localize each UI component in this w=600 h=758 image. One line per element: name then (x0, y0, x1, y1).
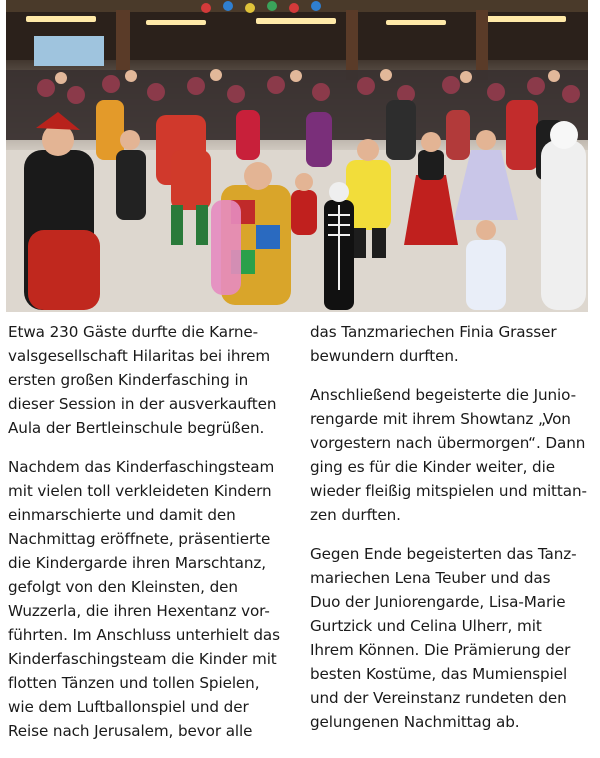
text-line: Etwa 230 Gäste durfte die Karne- (8, 323, 259, 341)
text-line: Reise nach Jerusalem, bevor alle (8, 722, 253, 740)
text-line: Anschließend begeisterte die Junio- (310, 386, 576, 404)
text-line: und der Vereinstanz rundeten den (310, 689, 567, 707)
text-line: Gegen Ende begeisterten das Tanz- (310, 545, 577, 563)
text-line: das Tanzmariechen Finia Grasser (310, 323, 557, 341)
text-line: die Kindergarde ihren Marschtanz, (8, 554, 267, 572)
text-line: valsgesellschaft Hilaritas bei ihrem (8, 347, 271, 365)
paragraph-continuation (310, 320, 594, 368)
article-column-right (310, 320, 594, 749)
text-line: Wuzzerla, die ihren Hexentanz vor- (8, 602, 270, 620)
text-line: wie dem Luftballonspiel und der (8, 698, 249, 716)
paragraph-showdance (310, 383, 594, 527)
text-line: Kinderfaschingsteam die Kinder mit (8, 650, 277, 668)
text-line: zen durften. (310, 506, 401, 524)
text-line: Aula der Bertleinschule begrüßen. (8, 419, 265, 437)
text-line: vorgestern nach übermorgen“. Dann (310, 434, 586, 452)
text-line: mariechen Lena Teuber und das (310, 569, 551, 587)
text-line: ersten großen Kinderfasching in (8, 371, 249, 389)
text-line: Nachdem das Kinderfaschingsteam (8, 458, 275, 476)
text-line: einmarschierte und damit den (8, 506, 236, 524)
text-line: flotten Tänzen und tollen Spielen, (8, 674, 260, 692)
article-column-left (8, 320, 290, 758)
article-photo (6, 0, 588, 312)
text-line: ging es für die Kinder weiter, die (310, 458, 555, 476)
crowd-photo-illustration (6, 0, 588, 312)
text-line: bewundern durften. (310, 347, 459, 365)
text-line: rengarde mit ihrem Showtanz „Von (310, 410, 571, 428)
text-line: Ihrem Können. Die Prämierung der (310, 641, 571, 659)
text-line: gelungenen Nachmittag ab. (310, 713, 520, 731)
paragraph-intro (8, 320, 290, 440)
text-line: Gurtzick und Celina Ulherr, mit (310, 617, 542, 635)
text-line: wieder fleißig mitspielen und mittan- (310, 482, 587, 500)
text-line: besten Kostüme, das Mumienspiel (310, 665, 568, 683)
text-line: führten. Im Anschluss unterhielt das (8, 626, 280, 644)
paragraph-program (8, 455, 290, 743)
text-line: mit vielen toll verkleideten Kindern (8, 482, 272, 500)
text-line: gefolgt von den Kleinsten, den (8, 578, 238, 596)
text-line: Nachmittag eröffnete, präsentierte (8, 530, 271, 548)
paragraph-finale (310, 542, 594, 734)
text-line: Duo der Juniorengarde, Lisa-Marie (310, 593, 566, 611)
text-line: dieser Session in der ausverkauften (8, 395, 277, 413)
